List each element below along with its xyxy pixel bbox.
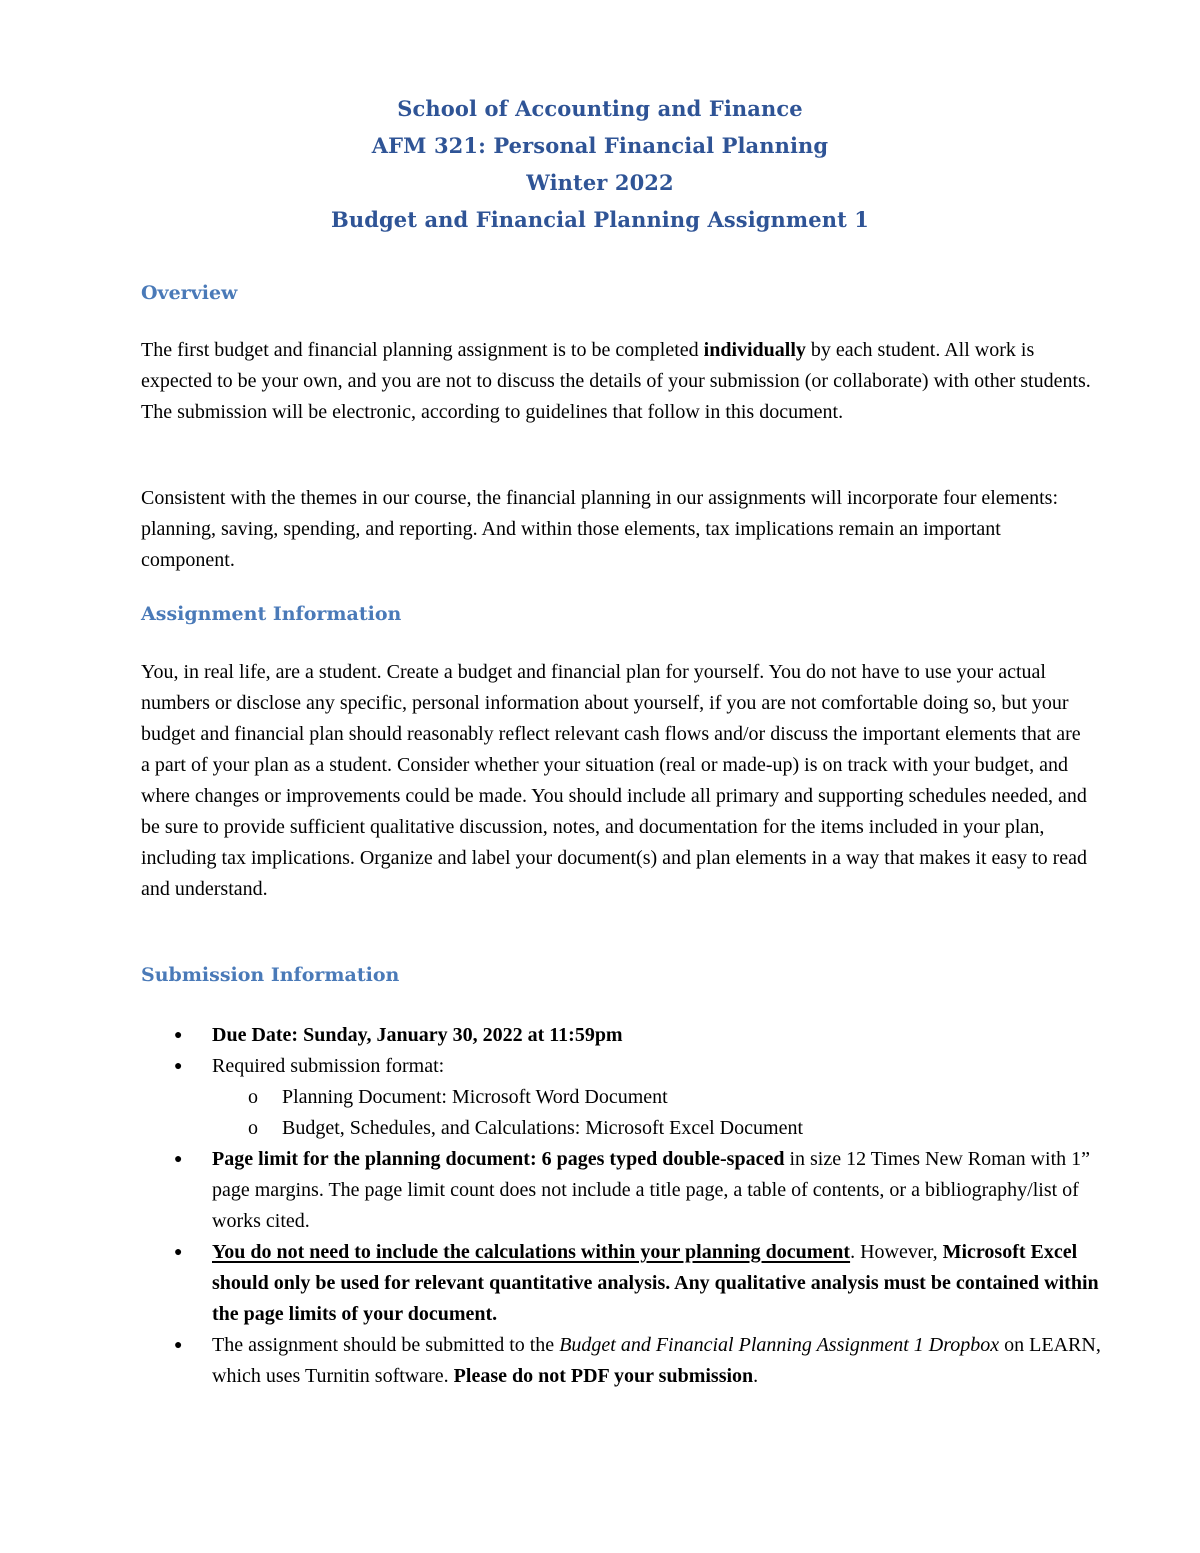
school-name: School of Accounting and Finance <box>397 96 803 121</box>
list-item <box>141 1020 1101 1051</box>
dropbox-name: Budget and Financial Planning Assignment 1 Dropbox <box>559 1334 1000 1356</box>
list-item: ● You do not need to include the calculations within your planning document. However, Microsoft Excel should only be used for relevant quantitative analysis. Any qualitative analysis must be contained within the page limits of your document. <box>141 1237 1101 1330</box>
sub-bullet-icon: o <box>248 1086 258 1108</box>
assignment-title: Budget and Financial Planning Assignment 1 <box>330 207 869 232</box>
title-block <box>0 90 1200 238</box>
sub-list-item: o Planning Document: Microsoft Word Document <box>141 1082 1101 1113</box>
list-item: ● Required submission format: o Planning Document: Microsoft Word Document o Budget, Schedules, and Calculations: Microsoft Excel Document <box>141 1051 1101 1144</box>
bullet-icon: ● <box>174 1245 183 1260</box>
course-title: AFM 321: Personal Financial Planning <box>371 133 829 158</box>
submission-heading: Submission Information <box>141 964 400 986</box>
assignment-paragraph: You, in real life, are a student. Create a budget and financial plan for yourself. You do not have to use your actual numbers or disclose any specific, personal information about yourself, if you are not comfortable doing so, but your budget and financial plan should reasonably reflect relevant cash flows and/or discuss the important elements that are a part of your plan as a student. Consider whether your situation (real or made-up) is on track with your budget, and where changes or improvements could be made. You should include all primary and supporting schedules needed, and be sure to provide sufficient qualitative discussion, notes, and documentation for the items included in your plan, including tax implications. Organize and label your document(s) and plan elements in a way that makes it easy to read and understand. <box>141 661 1088 900</box>
bullet-icon: ● <box>174 1028 183 1043</box>
due-date: Due Date: Sunday, January 30, 2022 at 11:59pm <box>212 1024 623 1046</box>
sub-bullet-icon: o <box>248 1117 258 1139</box>
overview-paragraph-2: Consistent with the themes in our course, the financial planning in our assignments will incorporate four elements: planning, saving, spending, and reporting. And within those elements, tax implications remain an important component. <box>141 487 1059 571</box>
emphasis-individually: individually <box>703 339 806 361</box>
overview-heading: Overview <box>141 282 238 304</box>
bullet-icon: ● <box>174 1338 183 1353</box>
format-sub-list <box>212 1082 1101 1144</box>
bullet-icon: ● <box>174 1152 183 1167</box>
term: Winter 2022 <box>526 170 674 195</box>
submission-list <box>141 1020 1101 1392</box>
assignment-heading: Assignment Information <box>141 603 402 625</box>
bullet-icon: ● <box>174 1059 183 1074</box>
sub-list-item: o Budget, Schedules, and Calculations: Microsoft Excel Document <box>141 1113 1101 1144</box>
list-item: ● The assignment should be submitted to the Budget and Financial Planning Assignment 1 Dropbox on LEARN, which uses Turnitin software. Please do not PDF your submission. <box>141 1330 1101 1392</box>
overview-paragraph-1: The first budget and financial planning assignment is to be completed individually by each student. All work is expected to be your own, and you are not to discuss the details of your submission (or collaborate) with other students. The submission will be electronic, according to guidelines that follow in this document. <box>141 339 1091 423</box>
list-item: ● Page limit for the planning document: 6 pages typed double-spaced in size 12 Times New Roman with 1” page margins. The page limit count does not include a title page, a table of contents, or a bibliography/list of works cited. <box>141 1144 1101 1237</box>
